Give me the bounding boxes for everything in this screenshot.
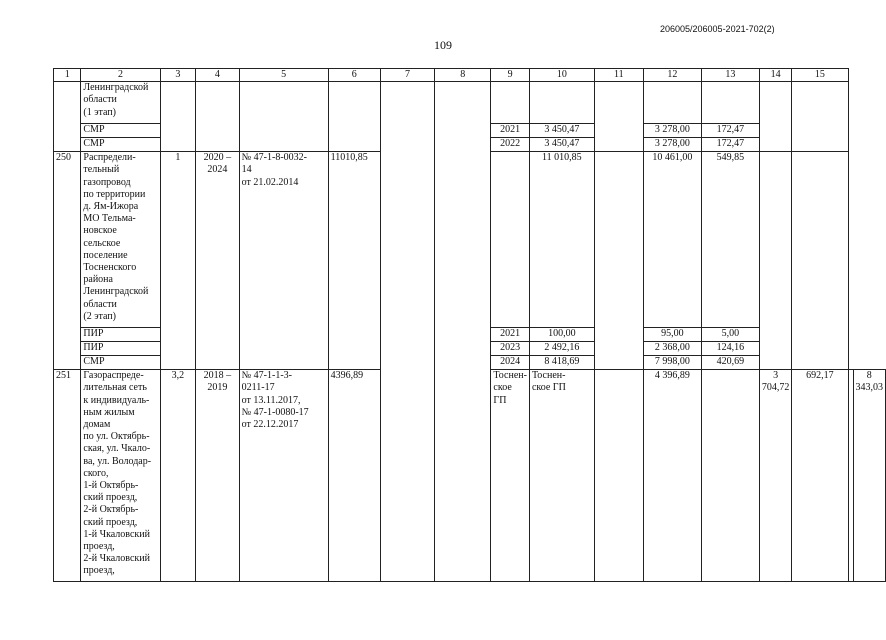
amount-col12: 7 998,00 — [643, 356, 701, 370]
col-num-8: 8 — [435, 69, 491, 82]
amount-total: 3 450,47 — [529, 138, 594, 152]
permit: № 47-1-8-0032- 14 от 21.02.2014 — [239, 152, 328, 370]
col-num-7: 7 — [380, 69, 434, 82]
amount-col12: 3 278,00 — [643, 124, 701, 138]
amount-col13: 172,47 — [701, 124, 759, 138]
col-num-13: 13 — [701, 69, 759, 82]
work-type: СМР — [81, 356, 160, 370]
table-row — [54, 82, 886, 124]
col-num-1: 1 — [54, 69, 81, 82]
row-number: 251 — [54, 370, 81, 582]
year: 2021 — [491, 124, 530, 138]
col-num-12: 12 — [643, 69, 701, 82]
permit: № 47-1-1-3- 0211-17 от 13.11.2017, № 47-1-0080-17 от 22.12.2017 — [239, 370, 328, 582]
amount-total: 3 450,47 — [529, 124, 594, 138]
amount-col13: 172,47 — [701, 138, 759, 152]
object-name: Распредели- тельный газопровод по территории д. Ям-Ижора МО Тельма- новское сельское поселение Тосненского района Ленинградской области (2 этап) — [81, 152, 160, 328]
row-number: 250 — [54, 152, 81, 370]
work-type: ПИР — [81, 342, 160, 356]
col-num-4: 4 — [196, 69, 239, 82]
work-type: СМР — [81, 138, 160, 152]
capacity: 4396,89 — [328, 370, 380, 582]
year: 2021 — [491, 328, 530, 342]
amount-col15: 8 343,03 — [853, 370, 886, 582]
length: 1 — [160, 152, 196, 370]
col-num-5: 5 — [239, 69, 328, 82]
col-num-6: 6 — [328, 69, 380, 82]
period: 2020 – 2024 — [196, 152, 239, 370]
amount-total: 2 492,16 — [529, 342, 594, 356]
column-number-row — [54, 69, 886, 82]
settlement: Тоснен- ское ГП — [491, 370, 530, 582]
amount-col13: 692,17 — [792, 370, 848, 582]
owner: Тоснен- ское ГП — [529, 370, 594, 582]
amount-col13: 5,00 — [701, 328, 759, 342]
amount-col12: 3 704,72 — [759, 370, 792, 582]
amount-total: 8 418,69 — [529, 356, 594, 370]
col-num-10: 10 — [529, 69, 594, 82]
col-num-15: 15 — [792, 69, 848, 82]
amount-col12: 95,00 — [643, 328, 701, 342]
document-code: 206005/206005-2021-702(2) — [660, 24, 775, 34]
year: 2022 — [491, 138, 530, 152]
capacity: 11010,85 — [328, 152, 380, 370]
amount-col13: 549,85 — [701, 152, 759, 328]
object-name: Ленинградской области (1 этап) — [81, 82, 160, 124]
col-num-11: 11 — [594, 69, 643, 82]
investment-table — [53, 68, 886, 582]
amount-total: 4 396,89 — [643, 370, 701, 582]
length: 3,2 — [160, 370, 196, 582]
work-type: ПИР — [81, 328, 160, 342]
col-num-14: 14 — [759, 69, 792, 82]
col-num-3: 3 — [160, 69, 196, 82]
amount-col13: 420,69 — [701, 356, 759, 370]
amount-total: 100,00 — [529, 328, 594, 342]
period: 2018 – 2019 — [196, 370, 239, 582]
year: 2024 — [491, 356, 530, 370]
object-name: Газораспреде- лительная сеть к индивидуаль- ным жилым домам по ул. Октябрь- ская, ул. Чкало- ва, ул. Володар- ского, 1-й Октябрь- ский проезд, 2-й Октябрь- ский проезд, 1-й Чкаловский проезд, 2-й Чкаловский проезд, — [81, 370, 160, 582]
col-num-2: 2 — [81, 69, 160, 82]
amount-col12: 3 278,00 — [643, 138, 701, 152]
amount-col12: 10 461,00 — [643, 152, 701, 328]
year: 2023 — [491, 342, 530, 356]
page-number: 109 — [434, 38, 452, 52]
work-type: СМР — [81, 124, 160, 138]
amount-col12: 2 368,00 — [643, 342, 701, 356]
col-num-9: 9 — [491, 69, 530, 82]
amount-col13: 124,16 — [701, 342, 759, 356]
amount-total: 11 010,85 — [529, 152, 594, 328]
